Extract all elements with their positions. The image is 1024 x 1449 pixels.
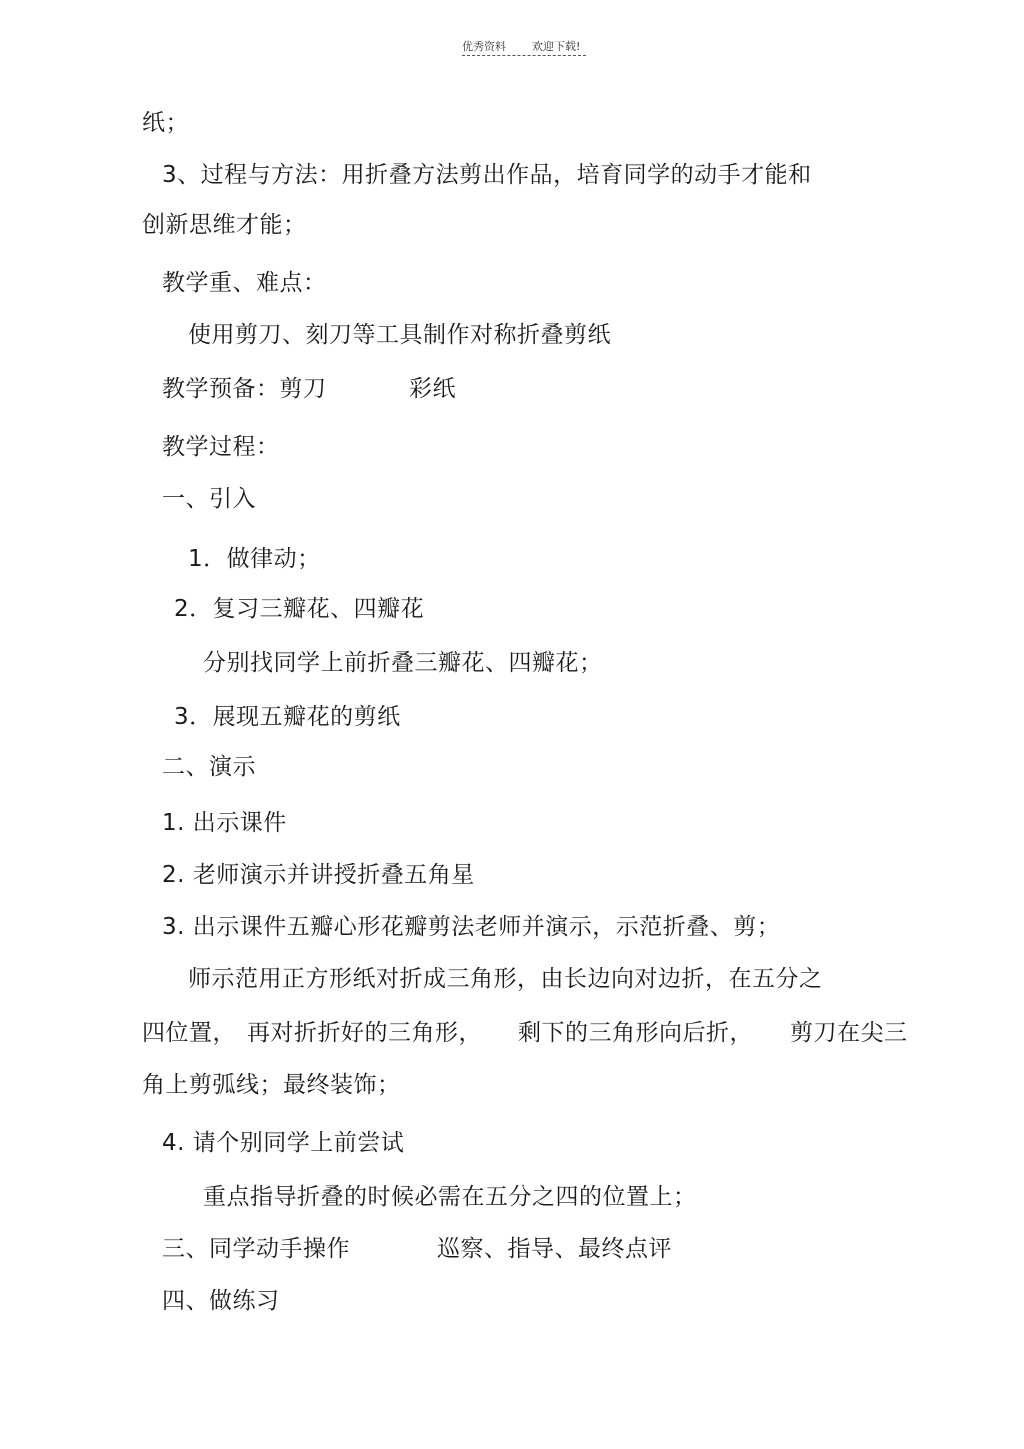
text-line: 教学预备：剪刀 xyxy=(162,376,327,402)
section-heading: 二、演示 xyxy=(162,754,256,780)
text-line: 分别找同学上前折叠三瓣花、四瓣花； xyxy=(203,650,603,676)
text-line: 角上剪弧线；最终装饰； xyxy=(142,1072,401,1098)
section-heading: 教学重、难点： xyxy=(162,270,327,296)
text-line: 四位置， xyxy=(142,1020,236,1046)
list-item: 2．复习三瓣花、四瓣花 xyxy=(174,596,425,622)
list-item: 1. 出示课件 xyxy=(162,810,287,836)
header-right-text: 欢迎下载! xyxy=(532,40,581,53)
text-line: 使用剪刀、刻刀等工具制作对称折叠剪纸 xyxy=(188,322,611,348)
section-heading: 教学过程： xyxy=(162,434,280,460)
text-line: 再对折折好的三角形， xyxy=(247,1020,482,1046)
header-divider xyxy=(462,55,586,56)
text-line: 师示范用正方形纸对折成三角形，由长边向对边折，在五分之 xyxy=(188,966,823,992)
text-line: 剪刀在尖三 xyxy=(790,1020,908,1046)
list-item: 1．做律动； xyxy=(188,546,321,572)
text-line: 剩下的三角形向后折， xyxy=(518,1020,753,1046)
header-left-text: 优秀资料 xyxy=(462,40,506,53)
text-line: 创新思维才能； xyxy=(142,212,307,238)
text-line: 彩纸 xyxy=(409,376,456,402)
list-item: 4. 请个别同学上前尝试 xyxy=(162,1130,405,1156)
section-heading: 一、引入 xyxy=(162,486,256,512)
text-line: 巡察、指导、最终点评 xyxy=(437,1236,672,1262)
text-line: 3、过程与方法：用折叠方法剪出作品，培育同学的动手才能和 xyxy=(162,162,812,188)
text-line: 重点指导折叠的时候必需在五分之四的位置上； xyxy=(203,1184,697,1210)
section-heading: 三、同学动手操作 xyxy=(162,1236,350,1262)
list-item: 3. 出示课件五瓣心形花瓣剪法老师并演示，示范折叠、剪； xyxy=(162,914,781,940)
list-item: 2. 老师演示并讲授折叠五角星 xyxy=(162,862,475,888)
list-item: 3．展现五瓣花的剪纸 xyxy=(174,704,401,730)
section-heading: 四、做练习 xyxy=(162,1288,280,1314)
text-line: 纸； xyxy=(142,110,189,136)
page-header xyxy=(462,40,588,54)
